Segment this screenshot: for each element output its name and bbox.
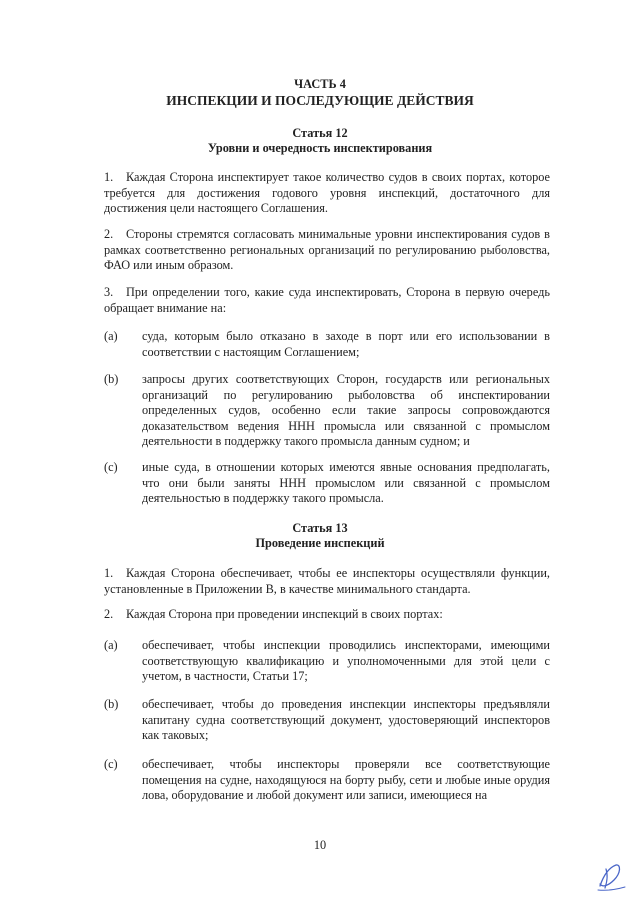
paragraph-number: 3.	[104, 285, 114, 299]
item-label: (c)	[104, 757, 118, 771]
article-13-paragraph-1	[104, 566, 550, 597]
article-12-paragraph-2	[104, 227, 550, 274]
handwritten-initials	[594, 860, 628, 894]
article-12-paragraph-1	[104, 170, 550, 217]
item-text: обеспечивает, чтобы инспекторы проверяли все соответствующие помещения на судне, находящуюся на борту рыбу, сети и любые иные орудия лова, оборудование и любой документ или записи, имеющиеся на	[142, 757, 550, 802]
item-text: иные суда, в отношении которых имеются явные основания предполагать, что они были заняты ННН промыслом или связанной с промыслом деятельностью в поддержку такого промысла.	[142, 460, 550, 505]
paragraph-number: 2.	[104, 227, 114, 241]
item-label: (b)	[104, 372, 119, 386]
article-13-item-b	[104, 697, 550, 744]
article-12-item-b	[104, 372, 550, 450]
paragraph-text: Каждая Сторона при проведении инспекций в своих портах:	[126, 607, 443, 621]
item-text: суда, которым было отказано в заходе в порт или его использовании в соответствии с настоящим Соглашением;	[142, 329, 550, 359]
paragraph-text: Стороны стремятся согласовать минимальные уровни инспектирования судов в рамках соответственно региональных организаций по регулированию рыболовства, ФАО или иным образом.	[104, 227, 550, 272]
part-title: ЧАСТЬ 4	[294, 77, 346, 91]
article-13-item-a	[104, 638, 550, 685]
paragraph-number: 1.	[104, 170, 114, 184]
part-subtitle: ИНСПЕКЦИИ И ПОСЛЕДУЮЩИЕ ДЕЙСТВИЯ	[166, 93, 474, 108]
article-13-number: Статья 13	[292, 521, 348, 535]
item-label: (a)	[104, 329, 118, 343]
paragraph-number: 2.	[104, 607, 114, 621]
item-text: обеспечивает, чтобы инспекции проводились инспекторами, имеющими соответствующую квалификацию и уполномоченными для этой цели с учетом, в частности, Статьи 17;	[142, 638, 550, 683]
article-12-item-c	[104, 460, 550, 507]
article-13-item-c	[104, 757, 550, 804]
paragraph-number: 1.	[104, 566, 114, 580]
item-text: запросы других соответствующих Сторон, государств или региональных организаций по регулированию рыболовства об инспектировании определенных судов, особенно если такие запросы сопровождаются доказательством ведения ННН промысла или связанной с промыслом деятельности в поддержку такого промысла данным судном; и	[142, 372, 550, 448]
article-12-paragraph-3	[104, 285, 550, 316]
article-13-title: Проведение инспекций	[255, 536, 385, 550]
item-label: (c)	[104, 460, 118, 474]
paragraph-text: При определении того, какие суда инспектировать, Сторона в первую очередь обращает внимание на:	[104, 285, 550, 315]
article-13-paragraph-2	[104, 607, 550, 623]
page-number: 10	[313, 838, 327, 852]
item-label: (b)	[104, 697, 119, 711]
item-text: обеспечивает, чтобы до проведения инспекции инспекторы предъявляли капитану судна соответствующий документ, удостоверяющий инспекторов как таковых;	[142, 697, 550, 742]
article-12-number: Статья 12	[292, 126, 348, 140]
paragraph-text: Каждая Сторона инспектирует такое количество судов в своих портах, которое требуется для достижения годового уровня инспекций, достаточного для достижения цели настоящего Соглашения.	[104, 170, 550, 215]
item-label: (a)	[104, 638, 118, 652]
article-12-item-a	[104, 329, 550, 360]
article-12-title: Уровни и очередность инспектирования	[207, 141, 433, 155]
paragraph-text: Каждая Сторона обеспечивает, чтобы ее инспекторы осуществляли функции, установленные в Приложении B, в качестве минимального стандарта.	[104, 566, 550, 596]
